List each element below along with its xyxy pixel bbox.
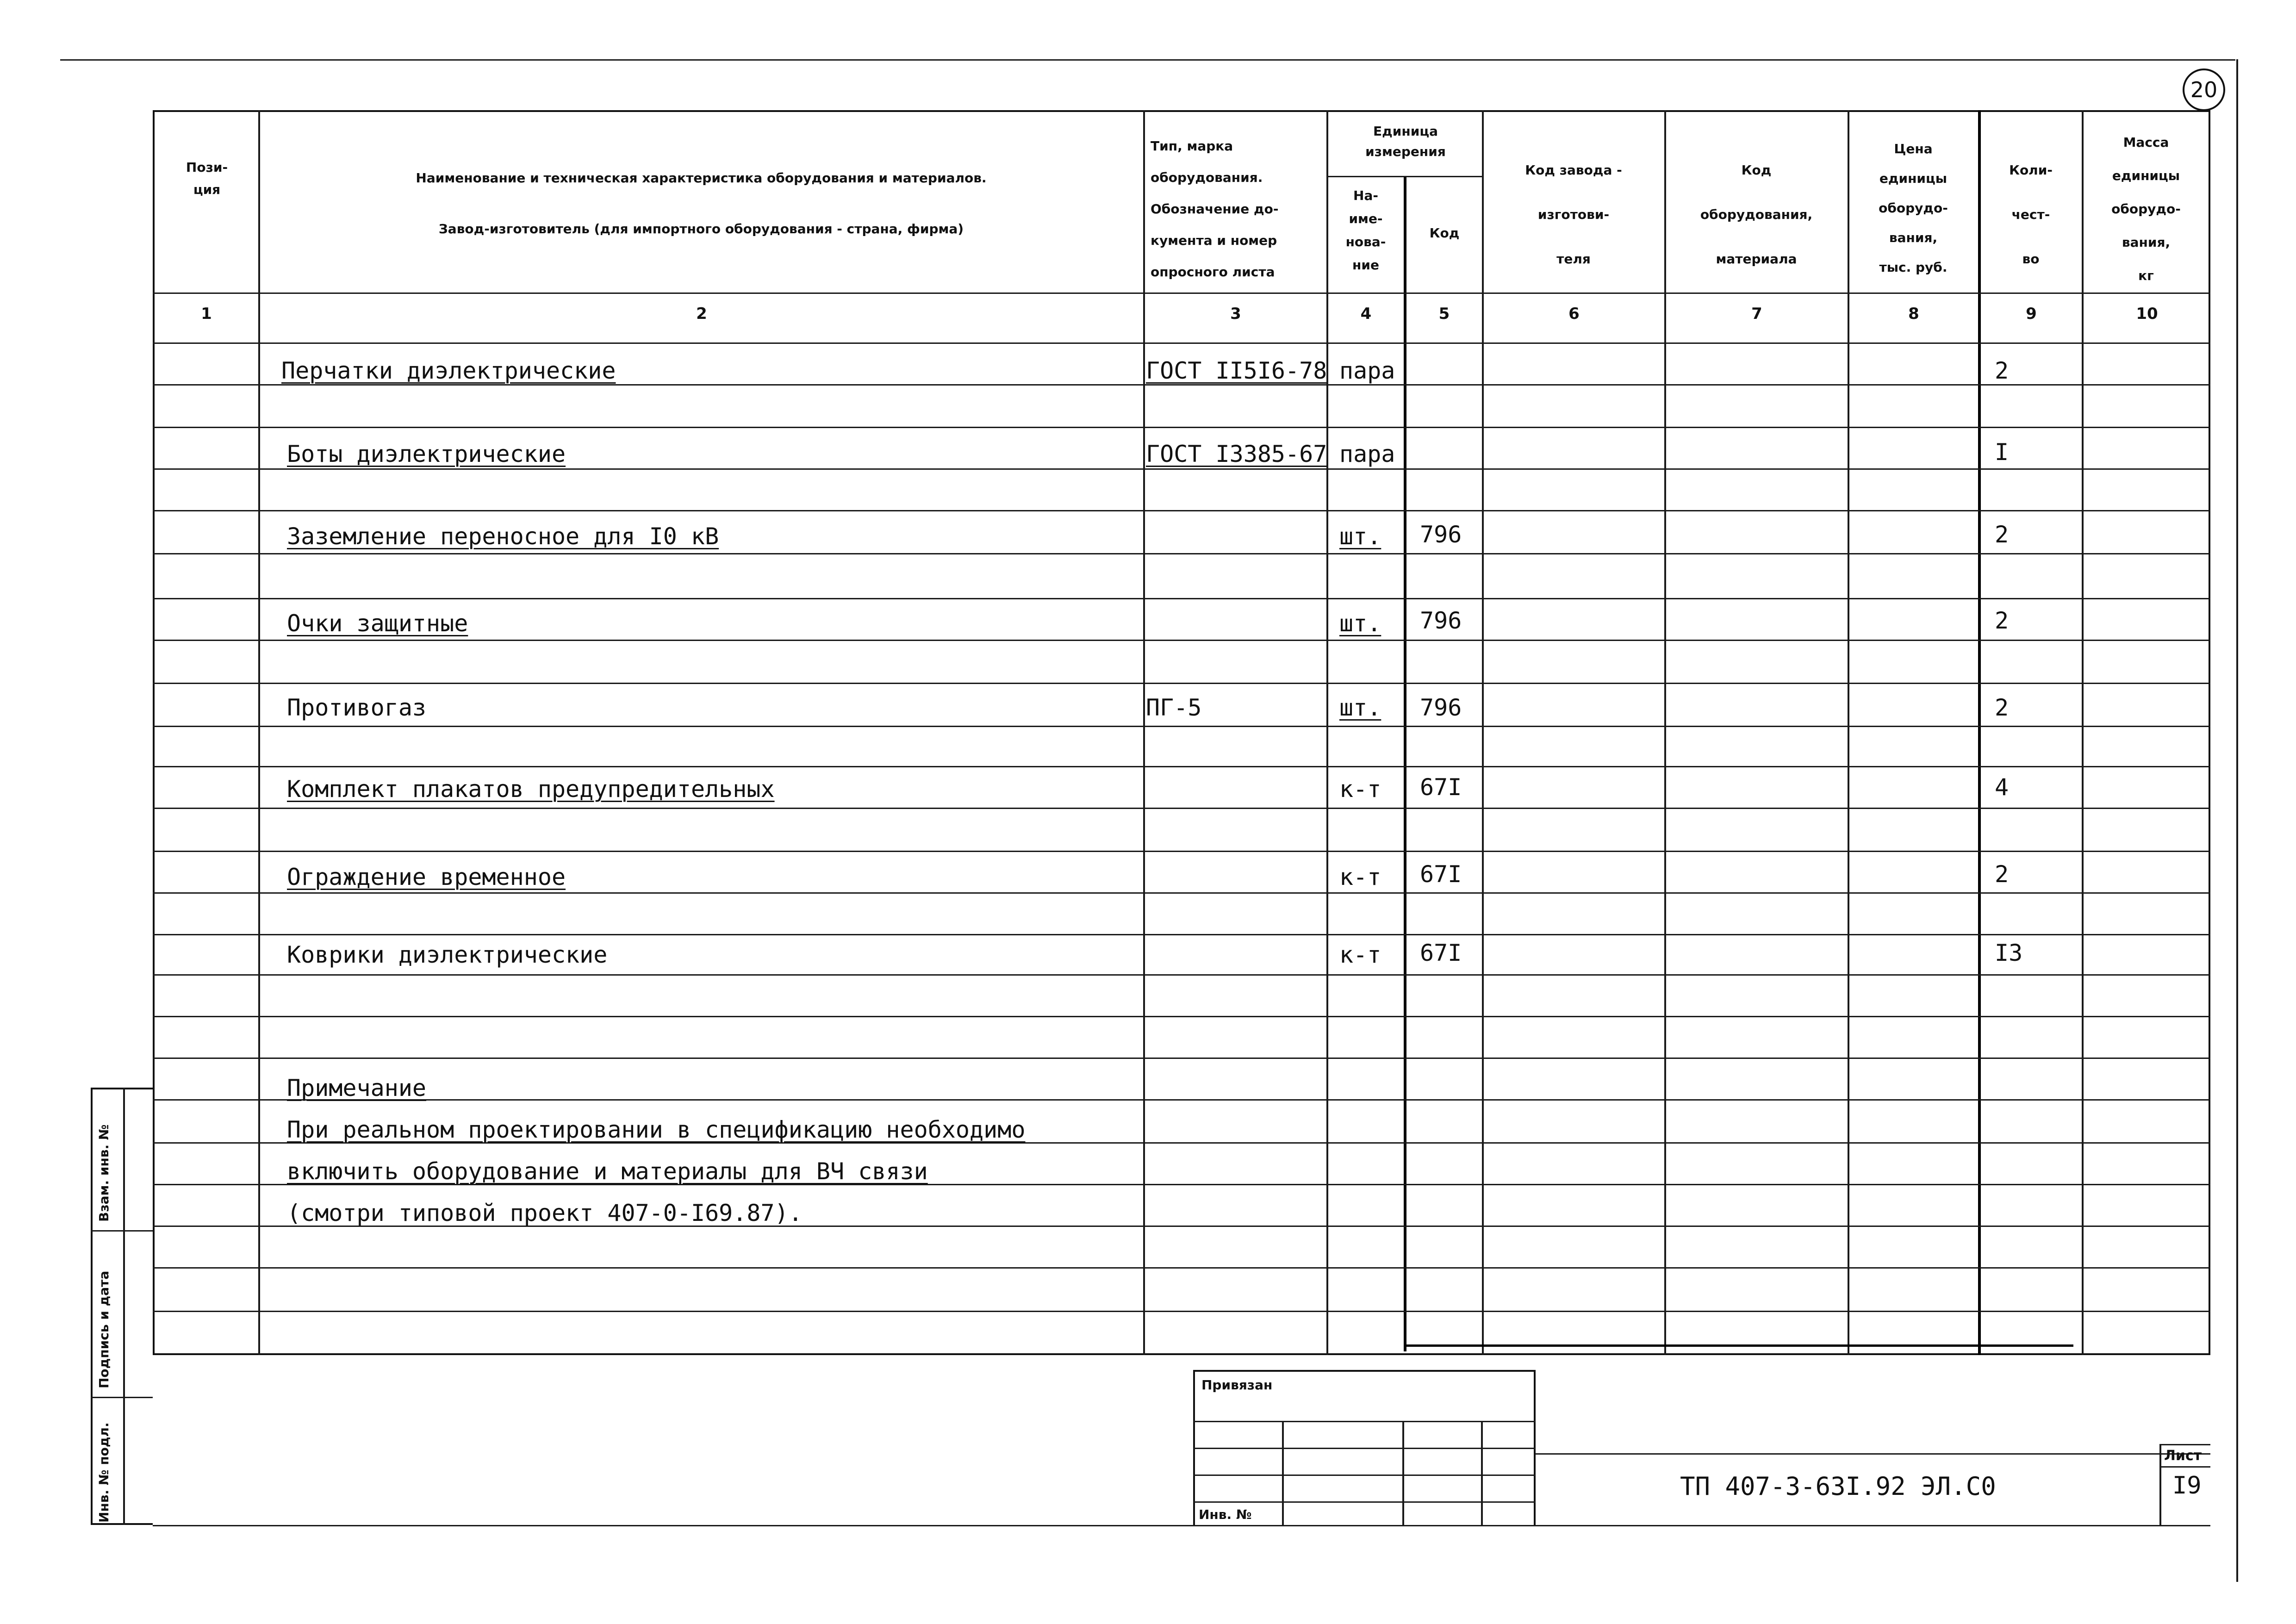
bottom-frame bbox=[153, 1525, 2210, 1526]
row-line bbox=[153, 974, 2210, 976]
row-line bbox=[153, 934, 2210, 935]
item-qty: 2 bbox=[1995, 521, 2009, 548]
item-code: 67I bbox=[1420, 940, 1462, 966]
item-name: Ограждение временное bbox=[287, 864, 566, 890]
row-line bbox=[153, 1058, 2210, 1059]
inv-label: Инв. № bbox=[1199, 1507, 1252, 1522]
item-qty: 2 bbox=[1995, 694, 2009, 721]
row-line bbox=[153, 851, 2210, 852]
sheet-box-mid bbox=[2159, 1466, 2210, 1468]
col-divider-5 bbox=[1482, 110, 1484, 1355]
row-line bbox=[153, 1099, 2210, 1101]
stamp-col-line bbox=[1481, 1421, 1483, 1525]
sheet-box-divider bbox=[2159, 1444, 2161, 1525]
item-name: Коврики диэлектрические bbox=[287, 941, 608, 968]
header-col1: Пози- ция bbox=[186, 160, 228, 197]
item-code: 796 bbox=[1420, 694, 1462, 721]
document-code: ТП 407-3-63I.92 ЭЛ.С0 bbox=[1680, 1472, 1996, 1501]
item-qty: I bbox=[1995, 439, 2009, 466]
note-line: При реальном проектировании в спецификацию необходимо bbox=[287, 1116, 1026, 1143]
header-col9: Коли- чест- во bbox=[2009, 162, 2053, 267]
header-bottom bbox=[153, 292, 2210, 294]
item-code: 796 bbox=[1420, 607, 1462, 634]
side-label-inv-podl: Инв. № подл. bbox=[96, 1422, 112, 1523]
stamp-col-line bbox=[1282, 1421, 1284, 1525]
item-name: Перчатки диэлектрические bbox=[281, 357, 616, 384]
row-line bbox=[153, 1311, 2210, 1312]
row-line bbox=[153, 427, 2210, 428]
item-unit: к-т bbox=[1339, 776, 1381, 803]
row-line bbox=[153, 468, 2210, 470]
sheet-label: Лист bbox=[2164, 1448, 2202, 1464]
top-rule bbox=[60, 59, 2235, 61]
row-line bbox=[153, 598, 2210, 599]
header-unit-group: Единица измерения bbox=[1365, 124, 1446, 159]
item-qty: 4 bbox=[1995, 774, 2009, 801]
col-number: 1 bbox=[201, 305, 212, 323]
sheet-box-top bbox=[2159, 1444, 2210, 1445]
item-type: ГОСТ II5I6-78 bbox=[1146, 357, 1327, 384]
item-qty: 2 bbox=[1995, 607, 2009, 634]
col-number: 7 bbox=[1751, 305, 1762, 323]
row-line bbox=[153, 553, 2210, 554]
row-line bbox=[153, 892, 2210, 894]
col-divider-6 bbox=[1664, 110, 1666, 1355]
item-type: ГОСТ I3385-67 bbox=[1146, 441, 1327, 467]
item-unit: шт. bbox=[1339, 694, 1381, 721]
side-label-podpis: Подпись и дата bbox=[96, 1270, 112, 1388]
attached-label: Привязан bbox=[1201, 1377, 1273, 1393]
item-code: 67I bbox=[1420, 774, 1462, 801]
header-col3: Тип, марка оборудования. Обозначение до- кумента и номер опросного листа bbox=[1151, 138, 1279, 280]
header-col2: Наименование и техническая характеристика оборудования и материалов. Завод-изготовитель (для импортного оборудования - страна, фирма) bbox=[416, 170, 987, 236]
item-qty: I3 bbox=[1995, 940, 2023, 966]
item-name: Боты диэлектрические bbox=[287, 441, 566, 467]
note-title: Примечание bbox=[287, 1075, 427, 1101]
item-name: Противогаз bbox=[287, 694, 427, 721]
sheet-number: I9 bbox=[2172, 1472, 2202, 1500]
side-strip-divider bbox=[123, 1088, 125, 1525]
col-divider-7 bbox=[1848, 110, 1849, 1355]
col-divider-1 bbox=[258, 110, 260, 1355]
header-col5: Код bbox=[1429, 225, 1460, 241]
side-strip-line bbox=[91, 1397, 153, 1398]
col-number: 5 bbox=[1438, 305, 1450, 323]
side-label-vzam: Взам. инв. № bbox=[96, 1124, 112, 1222]
col-divider-3 bbox=[1326, 110, 1328, 1355]
row-line bbox=[153, 808, 2210, 809]
side-strip-line bbox=[91, 1230, 153, 1232]
col-divider-9 bbox=[2082, 110, 2084, 1355]
item-qty: 2 bbox=[1995, 861, 2009, 888]
note-line: включить оборудование и материалы для ВЧ связи bbox=[287, 1158, 928, 1185]
col-number: 6 bbox=[1568, 305, 1580, 323]
row-line bbox=[153, 766, 2210, 767]
header-col6: Код завода - изготови- теля bbox=[1525, 162, 1622, 267]
item-name: Комплект плакатов предупредительных bbox=[287, 776, 775, 803]
item-qty: 2 bbox=[1995, 357, 2009, 384]
right-frame bbox=[2236, 59, 2238, 1582]
item-type: ПГ-5 bbox=[1146, 694, 1202, 721]
item-code: 67I bbox=[1420, 861, 1462, 888]
header-col10: Масса единицы оборудо- вания, кг bbox=[2111, 135, 2181, 283]
title-block-top bbox=[1536, 1453, 2210, 1455]
header-col8: Цена единицы оборудо- вания, тыс. руб. bbox=[1879, 141, 1948, 275]
row-line bbox=[153, 510, 2210, 511]
stamp-row-line bbox=[1193, 1421, 1536, 1422]
item-name: Заземление переносное для I0 кВ bbox=[287, 523, 719, 550]
header-col7: Код оборудования, материала bbox=[1700, 162, 1813, 267]
col-number: 10 bbox=[2136, 305, 2158, 323]
col-number: 8 bbox=[1908, 305, 1919, 323]
stamp-col-line bbox=[1402, 1421, 1404, 1525]
col-divider-2 bbox=[1143, 110, 1145, 1355]
col-number: 3 bbox=[1230, 305, 1241, 323]
item-unit: к-т bbox=[1339, 864, 1381, 890]
unit-group-divider bbox=[1326, 176, 1484, 177]
row-line bbox=[153, 1267, 2210, 1269]
col-divider-4 bbox=[1404, 176, 1406, 1351]
stamp-row-line bbox=[1193, 1501, 1536, 1503]
thick-bottom-line bbox=[1404, 1344, 2073, 1347]
row-line bbox=[153, 640, 2210, 641]
col-number: 9 bbox=[2026, 305, 2037, 323]
item-unit: шт. bbox=[1339, 523, 1381, 550]
row-line bbox=[153, 1016, 2210, 1017]
item-name: Очки защитные bbox=[287, 610, 468, 637]
row-line bbox=[153, 726, 2210, 727]
col-number: 4 bbox=[1360, 305, 1372, 323]
item-unit: пара bbox=[1339, 441, 1395, 467]
sheet-number-circle: 20 bbox=[2183, 68, 2225, 111]
numbers-row-bottom bbox=[153, 342, 2210, 344]
item-unit: пара bbox=[1339, 357, 1395, 384]
stamp-row-line bbox=[1193, 1475, 1536, 1476]
header-col4: На- име- нова- ние bbox=[1345, 188, 1386, 273]
item-unit: к-т bbox=[1339, 941, 1381, 968]
note-line: (смотри типовой проект 407-0-I69.87). bbox=[287, 1200, 803, 1226]
item-unit: шт. bbox=[1339, 610, 1381, 637]
item-code: 796 bbox=[1420, 521, 1462, 548]
col-divider-8 bbox=[1978, 110, 1981, 1355]
row-line bbox=[153, 683, 2210, 684]
row-line bbox=[153, 384, 2210, 386]
col-number: 2 bbox=[696, 305, 707, 323]
stamp-row-line bbox=[1193, 1448, 1536, 1449]
